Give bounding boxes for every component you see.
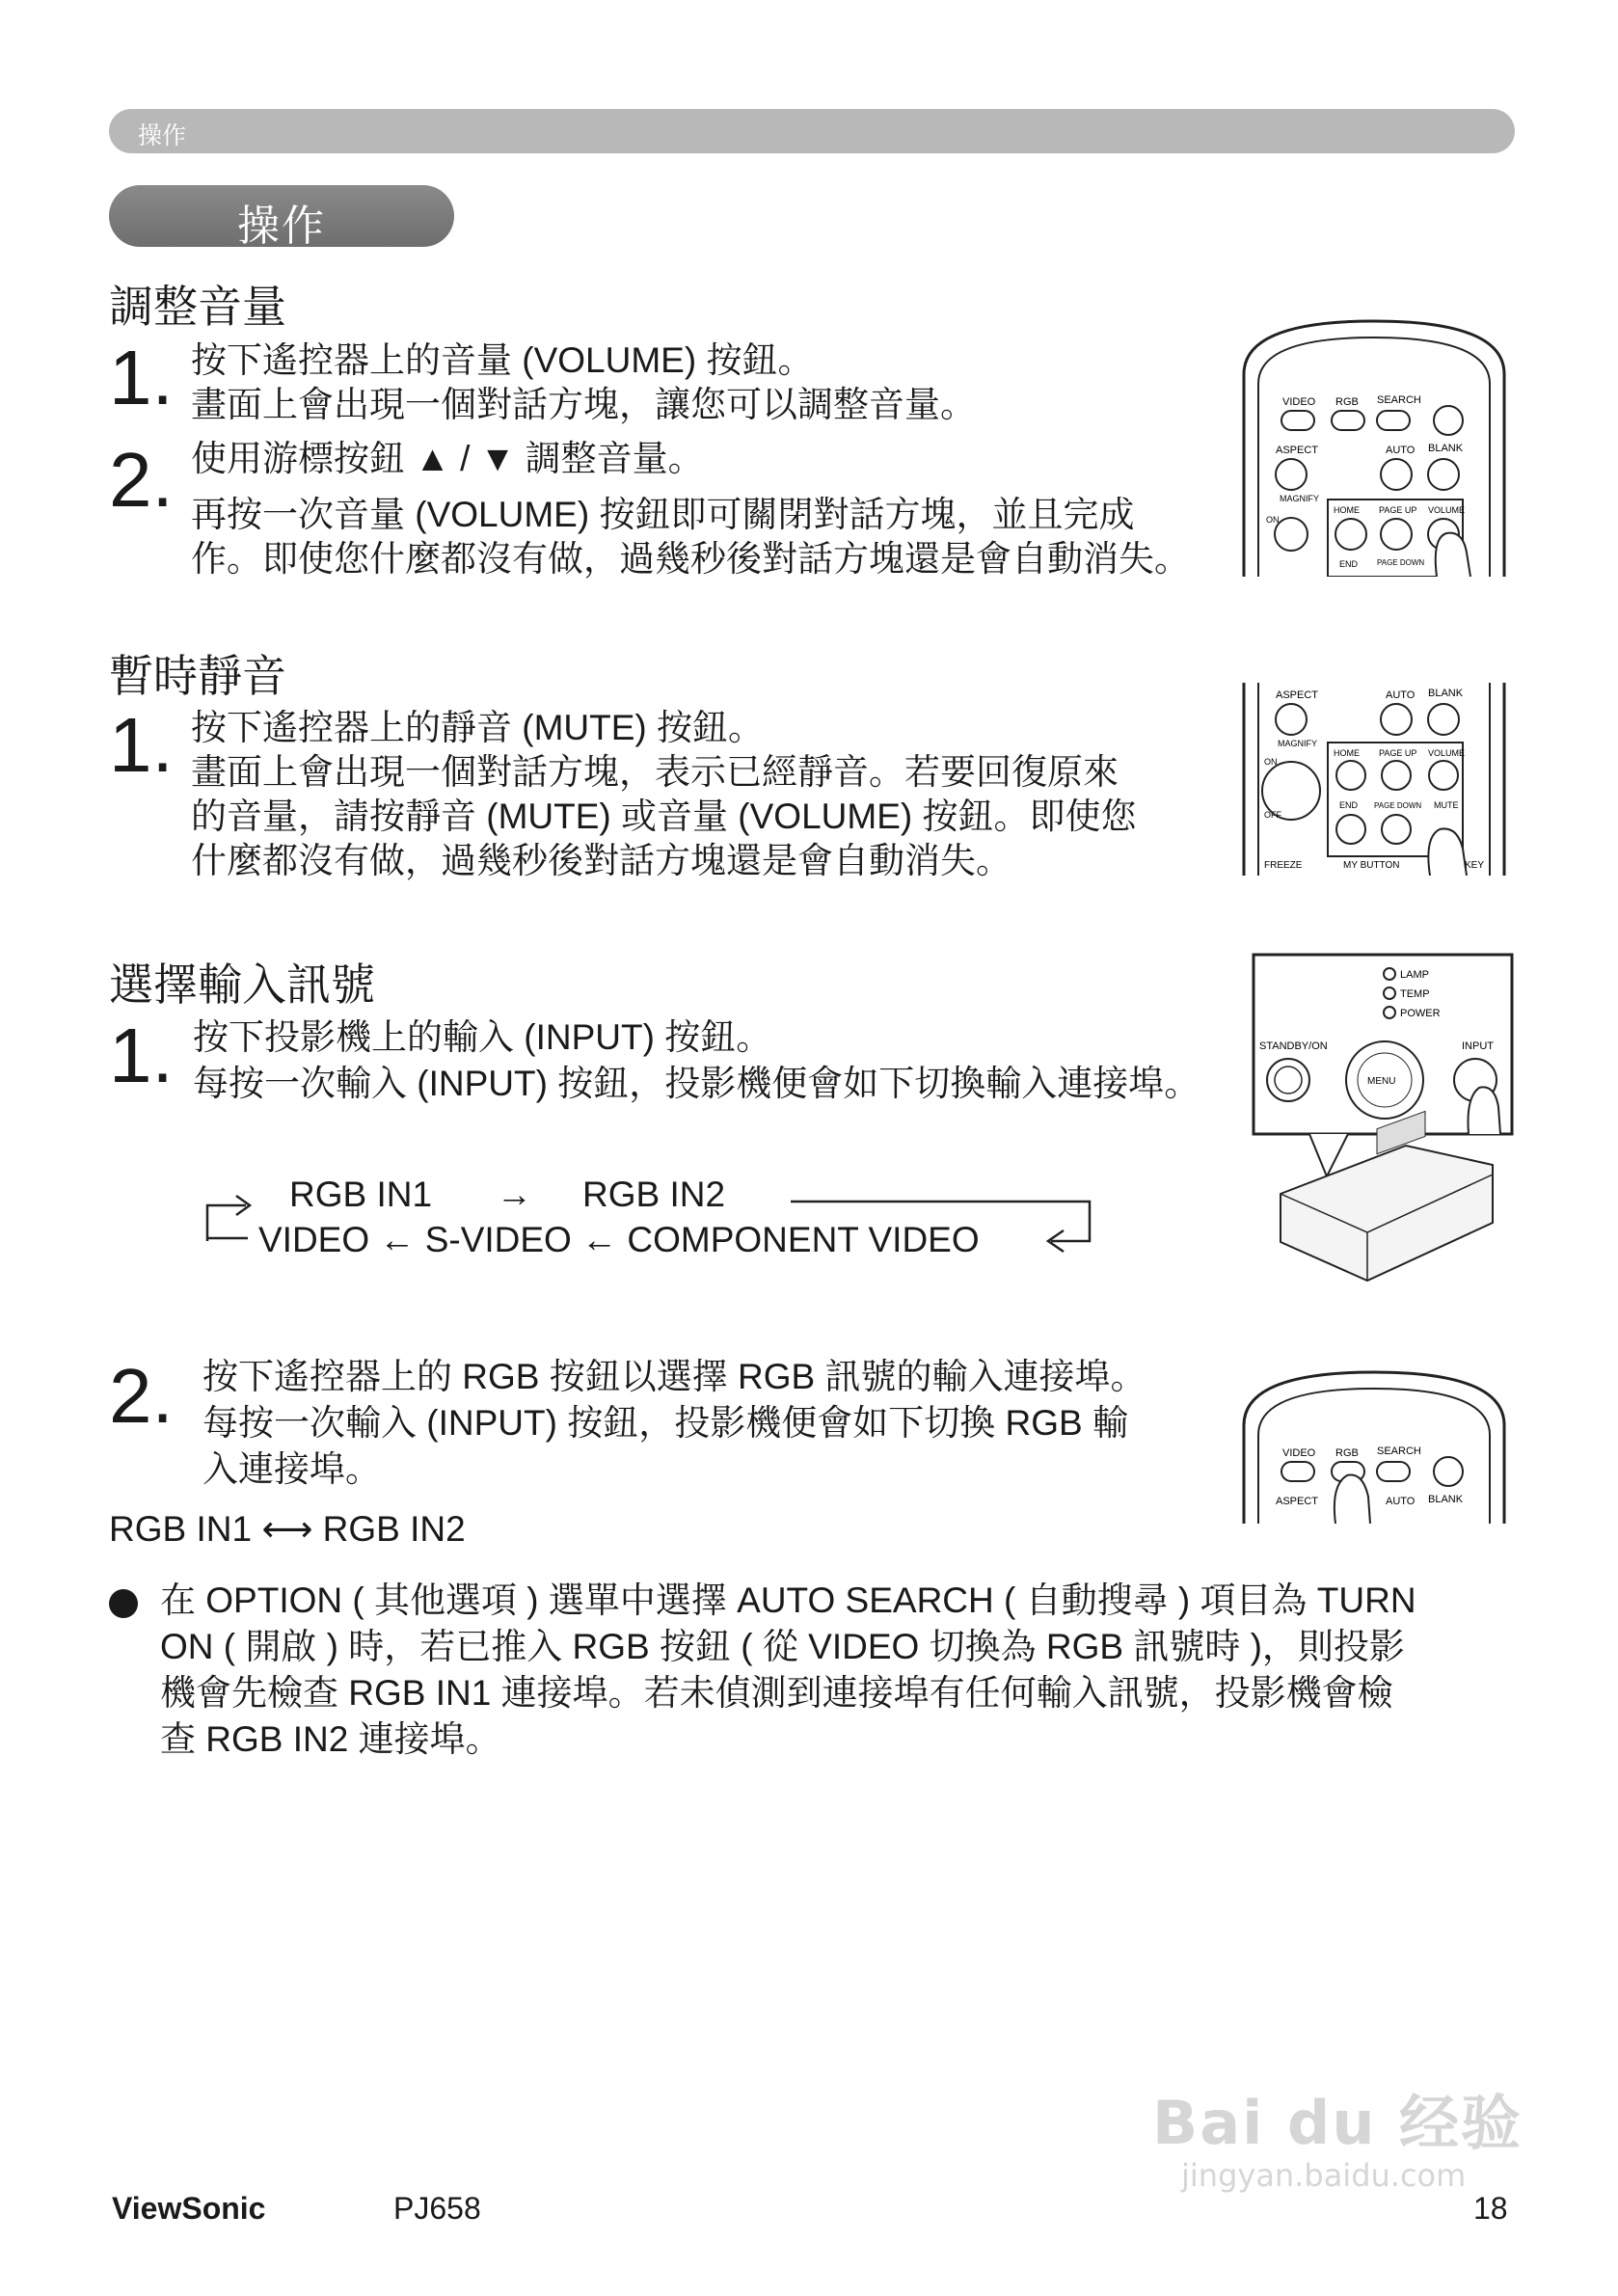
remote-volume-illustration [1239,316,1509,577]
remote2-auto-label: AUTO [1386,689,1416,701]
remote2-home-label: HOME [1334,748,1360,758]
input-step2-number: 2. [109,1353,174,1439]
flow-rgb-in1: RGB IN1 [289,1175,433,1214]
note-line4: 查 RGB IN2 連接埠。 [160,1719,501,1759]
remote-mute-illustration [1239,683,1509,876]
input-step1-number: 1. [109,1013,174,1098]
footer-model: PJ658 [393,2191,481,2226]
volume-step2-number: 2. [109,437,174,523]
flow-arrow-right: → [497,1175,532,1214]
panel-lamp-label: LAMP [1400,969,1429,981]
remote2-mybutton-label: MY BUTTON [1343,860,1400,871]
remote-rgb-illustration [1239,1367,1509,1524]
remote2-aspect-label: ASPECT [1276,689,1319,701]
baidu-watermark [1152,2066,1538,2201]
remote2-on-label: ON [1264,757,1278,767]
remote-auto-label: AUTO [1386,445,1416,456]
flow-rgb-in2: RGB IN2 [582,1175,726,1214]
remote-video-label: VIDEO [1282,396,1316,408]
note-bullet-icon [109,1589,138,1618]
volume-step1-line2: 畫面上會出現一個對話方塊，讓您可以調整音量。 [191,385,976,424]
section-title: 操作 [237,203,326,250]
panel-standby-label: STANDBY/ON [1259,1040,1328,1052]
remote3-blank-label: BLANK [1428,1494,1464,1505]
remote2-end-label: END [1339,800,1359,810]
note-line2: ON ( 開啟 ) 時，若已推入 RGB 按鈕 ( 從 VIDEO 切換為 RGB 訊號時 )，則投影 [160,1627,1405,1666]
remote2-freeze-label: FREEZE [1264,860,1303,871]
note-line1: 在 OPTION ( 其他選項 ) 選單中選擇 AUTO SEARCH ( 自動搜尋 ) 項目為 TURN [160,1580,1416,1620]
remote2-volume-label: VOLUME [1428,748,1466,758]
remote2-magnify-label: MAGNIFY [1278,739,1318,748]
remote2-off-label: OFF [1264,810,1281,820]
remote3-video-label: VIDEO [1282,1447,1316,1459]
input-step2-line2: 每按一次輸入 (INPUT) 按鈕，投影機便會如下切換 RGB 輸 [202,1403,1128,1443]
section-title-pill [109,185,454,250]
volume-step1-line1: 按下遙控器上的音量 (VOLUME) 按鈕。 [191,340,814,380]
remote-aspect-label: ASPECT [1276,445,1319,456]
input-step2-line1: 按下遙控器上的 RGB 按鈕以選擇 RGB 訊號的輸入連接埠。 [202,1357,1146,1396]
panel-menu-label: MENU [1367,1076,1396,1087]
remote-end-label: END [1339,559,1359,569]
remote2-pageup-label: PAGE UP [1379,748,1417,758]
mute-heading: 暫時靜音 [109,651,286,701]
mute-line3: 的音量，請按靜音 (MUTE) 或音量 (VOLUME) 按鈕。即使您 [191,797,1137,836]
remote-blank-label: BLANK [1428,443,1464,454]
mute-line4: 什麼都沒有做，過幾秒後對話方塊還是會自動消失。 [191,841,1011,880]
remote-home-label: HOME [1334,505,1360,515]
panel-input-label: INPUT [1462,1040,1494,1052]
watermark-url: jingyan.baidu.com [1181,2157,1467,2194]
volume-step2-line2: 再按一次音量 (VOLUME) 按鈕即可關閉對話方塊，並且完成 [191,495,1135,534]
remote3-search-label: SEARCH [1377,1445,1421,1457]
input-step1-line2: 每按一次輸入 (INPUT) 按鈕，投影機便會如下切換輸入連接埠。 [193,1064,1200,1103]
remote-rgb-label: RGB [1335,396,1359,408]
panel-power-label: POWER [1400,1008,1441,1019]
volume-heading: 調整音量 [109,282,286,332]
remote-pageup-label: PAGE UP [1379,505,1417,515]
rgb-toggle-line: RGB IN1 ⟷ RGB IN2 [109,1509,466,1549]
remote2-keystone-label: KEY [1465,860,1485,871]
mute-line2: 畫面上會出現一個對話方塊，表示已經靜音。若要回復原來 [191,752,1119,792]
volume-step2-line1: 使用游標按鈕 ▲ / ▼ 調整音量。 [191,439,704,478]
footer-brand: ViewSonic [112,2191,266,2226]
remote-volume-label: VOLUME [1428,505,1466,515]
volume-step2-line3: 作。即使您什麼都沒有做，過幾秒後對話方塊還是會自動消失。 [191,539,1190,579]
remote2-pagedown-label: PAGE DOWN [1374,801,1422,810]
footer-page-number: 18 [1473,2191,1508,2226]
remote3-auto-label: AUTO [1386,1496,1416,1507]
remote-on-label: ON [1266,515,1280,525]
remote-search-label: SEARCH [1377,394,1421,406]
mute-line1: 按下遙控器上的靜音 (MUTE) 按鈕。 [191,708,765,747]
panel-temp-label: TEMP [1400,988,1430,1000]
projector-panel-illustration [1252,953,1514,1290]
volume-step1-number: 1. [109,335,174,420]
remote-pagedown-label: PAGE DOWN [1377,558,1425,567]
section-tab-label: 操作 [138,122,187,149]
mute-step1-number: 1. [109,702,174,788]
input-heading: 選擇輸入訊號 [109,959,375,1010]
remote2-blank-label: BLANK [1428,688,1464,699]
remote3-rgb-label: RGB [1335,1447,1359,1459]
flow-cycle-arrows [198,1178,1099,1260]
remote-magnify-label: MAGNIFY [1280,494,1320,503]
remote3-aspect-label: ASPECT [1276,1496,1319,1507]
note-line3: 機會先檢查 RGB IN1 連接埠。若未偵測到連接埠有任何輸入訊號，投影機會檢 [160,1673,1393,1713]
section-header-bar [109,109,1515,153]
input-step1-line1: 按下投影機上的輸入 (INPUT) 按鈕。 [193,1017,772,1057]
input-step2-line3: 入連接埠。 [202,1449,381,1489]
flow-cycle-line: VIDEO ← S-VIDEO ← COMPONENT VIDEO [258,1220,980,1259]
watermark-brand: Bai du 经验 [1152,2088,1524,2158]
remote2-mute-label: MUTE [1434,800,1459,810]
